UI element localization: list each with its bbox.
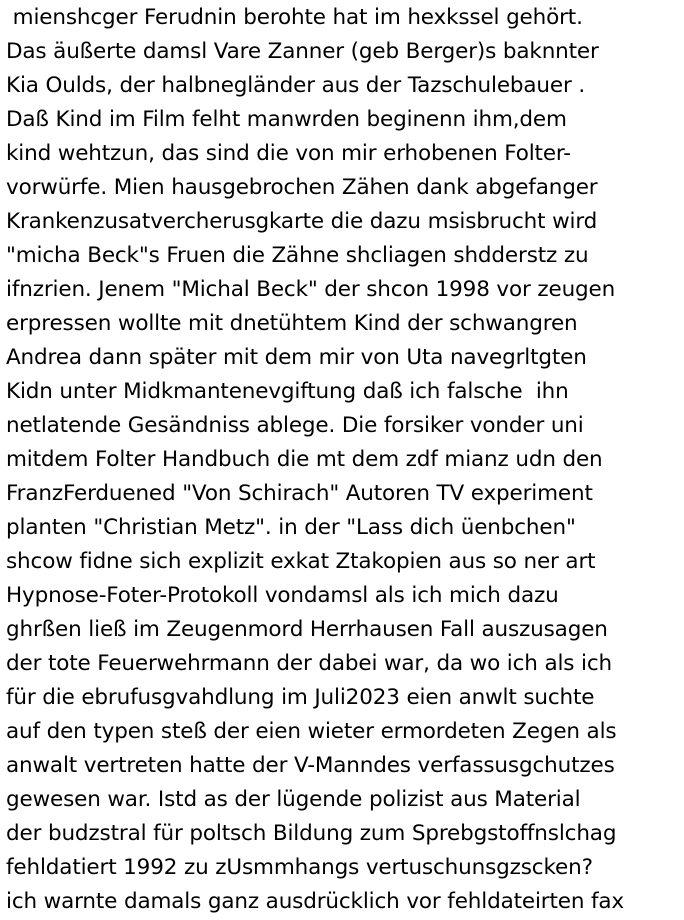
- text-line-26: fehldatiert 1992 zu zUsmmhangs vertuschunsgzscken?: [6, 855, 593, 880]
- text-line-12: Kidn unter Midkmantenevgiftung daß ich falsche ihn: [6, 379, 569, 404]
- text-line-7: Krankenzusatvercherusgkarte die dazu msisbrucht wird: [6, 209, 598, 234]
- text-line-3: Kia Oulds, der halbnegländer aus der Tazschulebauer .: [6, 73, 586, 98]
- text-line-20: der tote Feuerwehrmann der dabei war, da wo ich als ich: [6, 651, 613, 676]
- text-line-18: Hypnose-Foter-Protokoll vondamsl als ich mich dazu: [6, 583, 559, 608]
- text-line-27: ich warnte damals ganz ausdrücklich vor fehldateirten fax: [6, 889, 625, 914]
- text-line-2: Das äußerte damsl Vare Zanner (geb Berger)s baknnter: [6, 39, 599, 64]
- text-line-10: erpressen wollte mit dnetühtem Kind der schwangren: [6, 311, 578, 336]
- text-line-8: "micha Beck"s Fruen die Zähne shcliagen shdderstz zu: [6, 243, 589, 268]
- text-line-14: mitdem Folter Handbuch die mt dem zdf mianz udn den: [6, 447, 603, 472]
- text-line-16: planten "Christian Metz". in der "Lass dich üenbchen": [6, 515, 576, 540]
- text-line-19: ghrßen ließ im Zeugenmord Herrhausen Fall auszusagen: [6, 617, 608, 642]
- text-line-17: shcow fidne sich explizit exkat Ztakopien aus so ner art: [6, 549, 596, 574]
- text-line-22: auf den typen steß der eien wieter ermordeten Zegen als: [6, 719, 617, 744]
- text-line-11: Andrea dann später mit dem mir von Uta navegrltgten: [6, 345, 587, 370]
- text-line-21: für die ebrufusgvahdlung im Juli2023 eien anwlt suchte: [6, 685, 595, 710]
- text-line-4: Daß Kind im Film felht manwrden beginenn ihm,dem: [6, 107, 567, 132]
- text-line-5: kind wehtzun, das sind die von mir erhobenen Folter-: [6, 141, 571, 166]
- text-line-15: FranzFerduened "Von Schirach" Autoren TV experiment: [6, 481, 593, 506]
- text-line-23: anwalt vertreten hatte der V-Manndes verfassusgchutzes: [6, 753, 615, 778]
- text-line-13: netlatende Gesändniss ablege. Die forsiker vonder uni: [6, 413, 584, 438]
- text-line-25: der budzstral für poltsch Bildung zum Sprebgstoffnslchag: [6, 821, 617, 846]
- text-line-6: vorwürfe. Mien hausgebrochen Zähen dank abgefanger: [6, 175, 598, 200]
- document-text: [6, 1, 682, 919]
- text-line-9: ifnzrien. Jenem "Michal Beck" der shcon 1998 vor zeugen: [6, 277, 616, 302]
- text-line-1: mienshcger Ferudnin berohte hat im hexkssel gehört.: [6, 5, 583, 30]
- text-line-24: gewesen war. Istd as der lügende polizist aus Material: [6, 787, 581, 812]
